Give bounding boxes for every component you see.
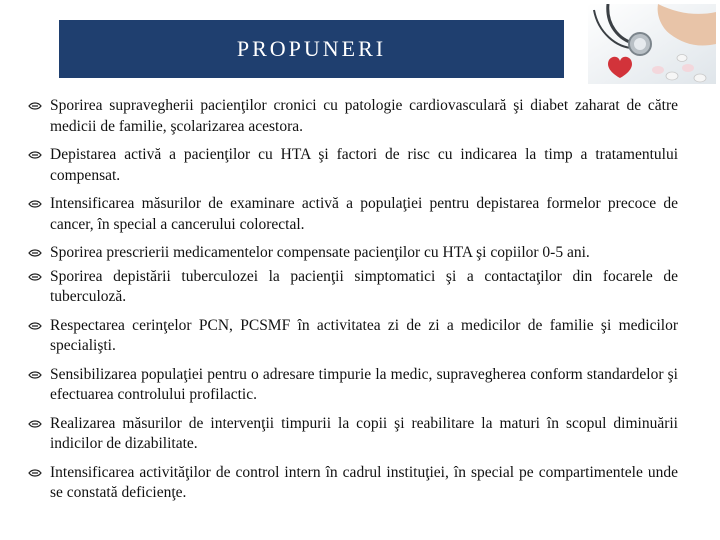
ornamental-bullet-icon: [28, 101, 42, 111]
list-item-text: Sporirea supravegherii pacienţilor cronici cu patologie cardiovasculară şi diabet zaharat de către medicii de familie, şcolarizarea acestora.: [50, 97, 678, 135]
list-item: [28, 316, 678, 357]
list-item: [28, 463, 678, 504]
stethoscope-heart-pills-image: [588, 4, 716, 84]
ornamental-bullet-icon: [28, 272, 42, 282]
ornamental-bullet-icon: [28, 370, 42, 380]
list-item: [28, 96, 678, 137]
medical-photo: [588, 4, 716, 84]
ornamental-bullet-icon: [28, 321, 42, 331]
list-item: [28, 267, 678, 308]
list-item-text: Intensificarea activităţilor de control intern în cadrul instituţiei, în special pe compartimentele unde se constată deficienţe.: [50, 463, 678, 501]
list-item-text: Realizarea măsurilor de intervenţii timpurii la copii şi reabilitare la maturi în scopul diminuării indicilor de dizabilitate.: [50, 414, 678, 452]
title-banner: [59, 20, 564, 78]
ornamental-bullet-icon: [28, 419, 42, 429]
list-item: [28, 414, 678, 455]
ornamental-bullet-icon: [28, 150, 42, 160]
list-item: [28, 243, 678, 264]
list-item: [28, 194, 678, 235]
list-item: [28, 365, 678, 406]
list-item-text: Intensificarea măsurilor de examinare activă a populaţiei pentru depistarea formelor precoce de cancer, în special a cancerului colorectal.: [50, 195, 678, 233]
proposal-list: [28, 96, 678, 512]
list-item-text: Sporirea depistării tuberculozei la pacienţii simptomatici şi a contactaţilor din focarele de tuberculoză.: [50, 267, 678, 305]
list-item-text: Respectarea cerinţelor PCN, PCSMF în activitatea zi de zi a medicilor de familie şi medicilor specialişti.: [50, 316, 678, 354]
ornamental-bullet-icon: [28, 468, 42, 478]
list-item-text: Sensibilizarea populaţiei pentru o adresare timpurie la medic, supravegherea conform standardelor şi efectuarea controlului profilactic.: [50, 365, 678, 403]
list-item-text: Depistarea activă a pacienţilor cu HTA şi factori de risc cu indicarea la timp a tratamentului compensat.: [50, 146, 678, 184]
list-item: [28, 145, 678, 186]
page-title: PROPUNERI: [236, 36, 387, 61]
ornamental-bullet-icon: [28, 199, 42, 209]
ornamental-bullet-icon: [28, 248, 42, 258]
list-item-text: Sporirea prescrierii medicamentelor compensate pacienţilor cu HTA şi copiilor 0-5 ani.: [50, 244, 590, 261]
